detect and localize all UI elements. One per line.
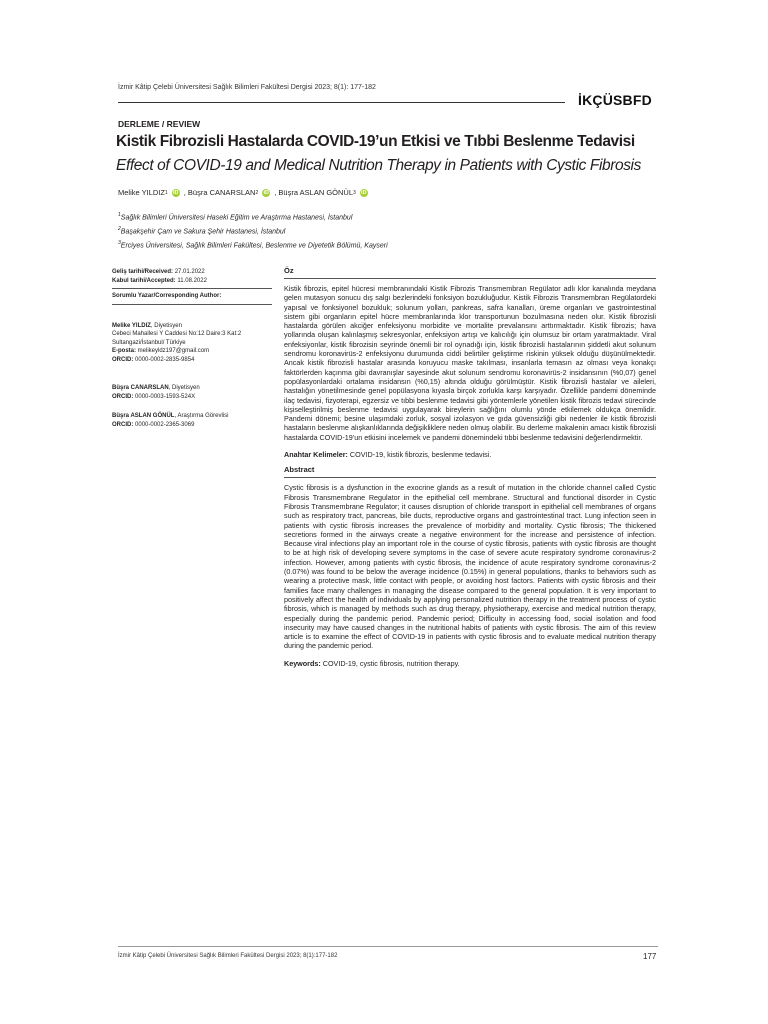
author3-orcid: ORCID: 0000-0002-2365-3069: [112, 421, 195, 428]
journal-header-line: İzmir Kâtip Çelebi Üniversitesi Sağlık Bilimleri Fakültesi Dergisi 2023; 8(1): 177-182: [118, 84, 376, 91]
orcid-icon[interactable]: iD: [173, 189, 179, 196]
affiliation-item: $^2$Başakşehir Çam ve Sakura Şehir Hastanesi, İstanbul: [118, 225, 286, 236]
header-rule: [118, 102, 565, 103]
corresponding-email: E-posta: melikeyldz197@gmail.com: [112, 348, 210, 354]
journal-brand: İKÇÜSBFD: [578, 92, 652, 108]
author-superscript: 1: [164, 189, 168, 196]
page-number: 177: [643, 952, 657, 961]
keywords-tr: Anahtar Kelimeler: COVID-19, kistik fibrozis, beslenme tedavisi.: [284, 450, 492, 460]
accepted-date: Kabul tarihi/Accepted: 11.08.2022: [112, 277, 207, 284]
article-title-turkish: Kistik Fibrozisli Hastalarda COVID-19’un Etkisi ve Tıbbi Beslenme Tedavisi: [116, 133, 635, 150]
affiliation-item: $^3$Erciyes Üniversitesi, Sağlık Bilimleri Fakültesi, Beslenme ve Diyetetik Bölümü, Kayseri: [118, 239, 388, 249]
author3-name: Büşra ASLAN GÖNÜL, Araştırma Görevlisi: [112, 413, 229, 419]
keywords-en: Keywords: COVID-19, cystic fibrosis, nutrition therapy.: [284, 658, 460, 668]
divider: [112, 288, 272, 289]
article-type: DERLEME / REVIEW: [118, 119, 201, 129]
divider: [112, 304, 272, 305]
abstract-en-heading: Abstract: [284, 465, 656, 478]
corresponding-address-line: Sultangazi/İstanbul/ Türkiye: [112, 339, 186, 346]
affiliation-item: $^1$Sağlık Bilimleri Üniversitesi Haseki Eğitim ve Araştırma Hastanesi, İstanbul: [118, 212, 353, 222]
abstract-column: [284, 266, 656, 674]
affiliations: [118, 210, 388, 251]
received-date: Geliş tarihi/Received: 27.01.2022: [112, 269, 205, 275]
author2-orcid: ORCID: 0000-0003-1593-524X: [112, 393, 196, 400]
orcid-icon[interactable]: iD: [361, 189, 367, 196]
article-title-english: Effect of COVID-19 and Medical Nutrition Therapy in Patients with Cystic Fibrosis: [116, 157, 641, 174]
author-superscript: 2: [255, 189, 259, 196]
article-info-sidebar: [112, 268, 272, 429]
footer-journal-line: İzmir Kâtip Çelebi Üniversitesi Sağlık Bilimleri Fakültesi Dergisi 2023; 8(1):177-182: [118, 953, 338, 959]
abstract-tr-text: Kistik fibrozis, epitel hücresi membranındaki Kistik Fibrozis Transmembran Regülator adlı klor kanalında meydana gelen mutasyon sonucu dış salgı bezlerindeki fonksiyon bozukluğudur. Kistik Fibrozis Transmembran Regülatordeki yapısal ve fonksiyonel bozukluk; solunum yolları, pankreas, safra kanalları, üreme organları ve gastrointestinal sistem gibi organların epitel hücre membranlarında klor transportunun bozulmasına neden olur. Kistik fibrozisli hastalarda görülen akciğer enfeksiyonu morbidite ve mortalite prevalansını arttırmaktadır. Kistik fibrozis; hava yollarında oluşan kalınlaşmış sekresyonlar, enfeksiyon artışı ve kalıcılığı için olumsuz bir ortam yaratmaktadır. Viral enfeksiyonlar, kistik fibrozisin seyrinde önemli bir rol oynadığı için, kistik fibrozisli hastalarının şiddetli akut solunum sendromu koronavirüs-2 enfeksiyonu durumunda ciddi belirtiler geliştirme riskinin yüksek olduğu düşünülmektedir. Ancak kistik fibrozisli hastalar arasında koruyucu maske takılması, insanlarla temasın az olması veya konakçı faktörlerden kaçınma gibi davranışlar sayesinde akut solunum sendromu koronavirüs-2 insidansının (%0,07) genel popülasyonlardaki ortalama insidansın (%0,15) altında olduğu görülmüştür. Kistik fibrozisli hastalar ve aileleri, hastalığın yönetilmesinde genel popülasyona kıyasla birçok zorlukla karşı karşıyadır. Özellikle pandemi döneminde ilaç tedavisi, fizyoterapi, egzersiz ve tıbbi beslenme tedavisi gibi yöntemlerle yönetilen kistik fibrozis tedavi sürecinde kişiselleştirilmiş beslenme tedavisi uygulayarak bireylerin sağlığını olumlu yönde etkilemek oldukça önemlidir. Pandemi dönemi; besine ulaşımdaki zorluk, sosyal izolasyon ve gıda güvensizliği gibi nedenler ile kistik fibrozisli hastaların beslenme alışkanlıklarında değişikliklere neden olmuş olabilir. Bu derleme makalenin amacı kistik fibrozisli hastalarda COVID-19’un etkisini incelemek ve pandemi dönemindeki tıbbi beslenme tedavisini değerlendirmektir.: [284, 284, 656, 442]
abstract-tr-heading: Öz: [284, 266, 656, 279]
corresponding-orcid: ORCID: 0000-0002-2835-9854: [112, 356, 195, 363]
author-name: Melike YILDIZ: [118, 188, 165, 197]
orcid-icon[interactable]: iD: [263, 189, 269, 196]
corresponding-author-name: Melike YILDIZ, Diyetisyen: [112, 322, 182, 329]
author2-name: Büşra CANARSLAN, Diyetisyen: [112, 385, 200, 391]
author-superscript: 3: [353, 189, 356, 196]
corresponding-author-label: Sorumlu Yazar/Corresponding Author:: [112, 293, 222, 299]
author-name: , Büşra CANARSLAN: [183, 188, 256, 197]
abstract-en-text: Cystic fibrosis is a dysfunction in the exocrine glands as a result of mutation in the chloride channel called Cystic Fibrosis Transmembrane Regulator in the epithelial cell membrane. Structural and functional disorder in Cystic Fibrosis Transmembrane Regulator; it causes disruption of chloride transport in epithelial cell membranes of organs such as respiratory tract, pancreas, bile ducts, reproductive organs and gastrointestinal tract. Lung infection seen in patients with cystic fibrosis increases the prevalence of morbidity and mortality. Cystic fibrosis; The thickened secretions formed in the airways create a negative environment for the increase and persistence of infection. Because viral infections play an important role in the course of cystic fibrosis, patients with cystic fibrosis are thought to be at high risk of developing severe symptoms in the case of severe acute respiratory syndrome coronavirus-2 infection. However, among patients with cystic fibrosis, the incidence of acute respiratory syndrome coronavirus-2 (0.07%) was found to be below the average incidence (0.15%) in general populations, thanks to behaviors such as wearing a protective mask, little contact with people, or avoiding host factors. Patients with cystic fibrosis and their families face many challenges in managing the disease compared to the general population. It is very important to positively affect the health of individuals by applying personalized nutrition therapy in the treatment process of cystic fibrosis, which is managed by methods such as drug therapy, physiotherapy, exercise and medical nutrition therapy, especially during the pandemic period. Pandemic period; Difficulty in accessing food, social isolation and food insecurity may have caused changes in the nutritional habits of patients with cystic fibrosis. The aim of this review article is to examine the effect of COVID-19 in patients with cystic fibrosis and to evaluate medical nutrition therapy during the pandemic period.: [284, 483, 656, 651]
author-name: , Büşra ASLAN GÖNÜL: [274, 188, 354, 197]
footer-rule: [118, 946, 658, 947]
author-list: [118, 188, 372, 197]
corresponding-address-line: Cebeci Mahallesi Y Caddesi No:12 Daire:3 Kat:2: [112, 331, 242, 337]
